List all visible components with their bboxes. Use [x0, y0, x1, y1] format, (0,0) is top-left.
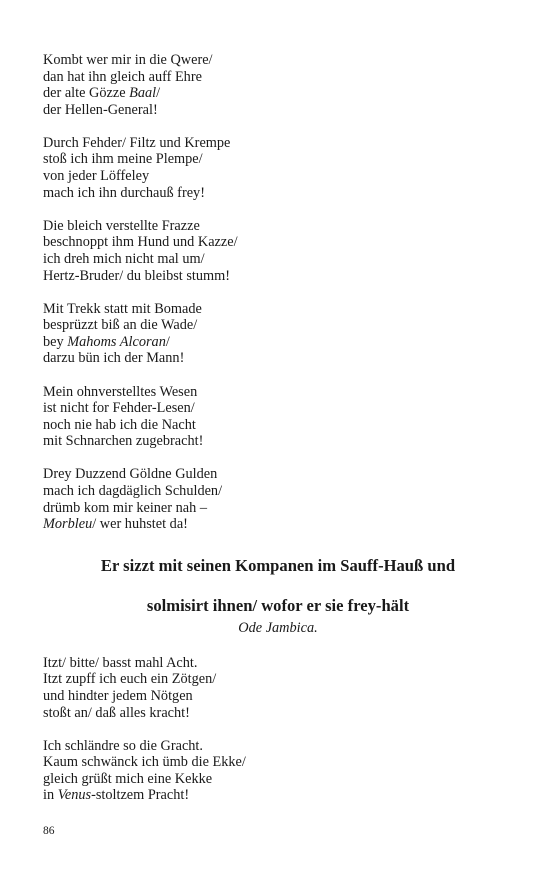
verse-text: Itzt/ bitte/ basst mahl Acht.	[43, 654, 198, 671]
poem-bottom	[43, 655, 513, 804]
stanza	[43, 52, 513, 118]
verse-text: der alte Gözze	[43, 85, 130, 102]
verse-text: ist nicht for Fehder-Lesen/	[43, 400, 195, 417]
verse-line	[43, 516, 513, 533]
verse-italic-text: Baal	[129, 85, 157, 102]
verse-text: gleich grüßt mich eine Kekke	[43, 770, 213, 787]
verse-line	[43, 466, 513, 483]
verse-text: /	[165, 333, 170, 350]
verse-text: in	[43, 787, 58, 804]
verse-line	[43, 500, 513, 517]
verse-text: und hindter jedem Nötgen	[43, 687, 193, 704]
verse-line	[43, 384, 513, 401]
verse-text: von jeder Löffeley	[43, 168, 150, 185]
verse-text: Kaum schwänck ich ümb die Ekke/	[43, 754, 246, 771]
verse-line	[43, 350, 513, 367]
verse-text: -stoltzem Pracht!	[91, 787, 190, 804]
verse-text: beschnoppt ihm Hund und Kazze/	[43, 234, 238, 251]
verse-text: drümb kom mir keiner nah –	[43, 499, 207, 516]
verse-text: Durch Fehder/ Filtz und Krempe	[43, 134, 231, 151]
verse-line	[43, 433, 513, 450]
verse-line	[43, 671, 513, 688]
verse-text: mach ich ihn durchauß frey!	[43, 184, 205, 201]
verse-text: Die bleich verstellte Frazze	[43, 217, 200, 234]
verse-line	[43, 754, 513, 771]
stanza	[43, 466, 513, 532]
verse-line	[43, 185, 513, 202]
verse-text: Ich schländre so die Gracht.	[43, 737, 203, 754]
verse-line	[43, 483, 513, 500]
verse-text: ich dreh mich nicht mal um/	[43, 250, 205, 267]
verse-line	[43, 69, 513, 86]
verse-text: dan hat ihn gleich auff Ehre	[43, 68, 202, 85]
verse-text: Itzt zupff ich euch ein Zötgen/	[43, 671, 217, 688]
verse-italic-text: Morbleu	[43, 516, 93, 533]
section-heading-line1: Er sizzt mit seinen Kompanen im Sauff-Hauß und	[100, 555, 456, 575]
verse-line	[43, 417, 513, 434]
verse-text: Mit Trekk statt mit Bomade	[43, 300, 202, 317]
verse-line	[43, 787, 513, 804]
verse-text: der Hellen-General!	[43, 101, 158, 118]
verse-line	[43, 168, 513, 185]
verse-line	[43, 771, 513, 788]
poem-top	[43, 52, 513, 533]
verse-text: mach ich dagdäglich Schulden/	[43, 482, 223, 499]
verse-line	[43, 218, 513, 235]
verse-line	[43, 151, 513, 168]
verse-line	[43, 102, 513, 119]
verse-italic-text: Mahoms Alcoran	[67, 333, 166, 350]
verse-line	[43, 85, 513, 102]
verse-text: Hertz-Bruder/ du bleibst stumm!	[43, 267, 231, 284]
verse-text: darzu bün ich der Mann!	[43, 350, 185, 367]
verse-text: Mein ohnverstelltes Wesen	[43, 383, 198, 400]
stanza	[43, 384, 513, 450]
stanza	[43, 135, 513, 201]
verse-line	[43, 334, 513, 351]
verse-text: besprüzzt biß an die Wade/	[43, 317, 198, 334]
verse-line	[43, 705, 513, 722]
verse-text: mit Schnarchen zugebracht!	[43, 433, 204, 450]
verse-text: noch nie hab ich die Nacht	[43, 416, 196, 433]
verse-text: Drey Duzzend Göldne Gulden	[43, 466, 218, 483]
verse-line	[43, 268, 513, 285]
verse-text: bey	[43, 333, 68, 350]
verse-italic-text: Venus	[57, 787, 92, 804]
stanza	[43, 218, 513, 284]
verse-line	[43, 135, 513, 152]
verse-line	[43, 234, 513, 251]
section-subtitle: Ode Jambica.	[238, 619, 318, 636]
verse-line	[43, 655, 513, 672]
page-body	[43, 52, 513, 821]
page-number: 86	[43, 825, 55, 837]
verse-line	[43, 738, 513, 755]
verse-line	[43, 301, 513, 318]
stanza	[43, 738, 513, 804]
verse-line	[43, 52, 513, 69]
verse-text: /	[156, 85, 161, 102]
verse-line	[43, 251, 513, 268]
section-heading-line2: solmisirt ihnen/ wofor er sie frey-hält	[146, 595, 410, 615]
stanza	[43, 301, 513, 367]
verse-line	[43, 317, 513, 334]
verse-text: stoßt an/ daß alles kracht!	[43, 704, 190, 721]
verse-line	[43, 688, 513, 705]
verse-line	[43, 400, 513, 417]
verse-text: stoß ich ihm meine Plempe/	[43, 151, 203, 168]
verse-text: / wer huhstet da!	[92, 516, 188, 533]
stanza	[43, 655, 513, 721]
verse-text: Kombt wer mir in die Qwere/	[43, 52, 213, 68]
